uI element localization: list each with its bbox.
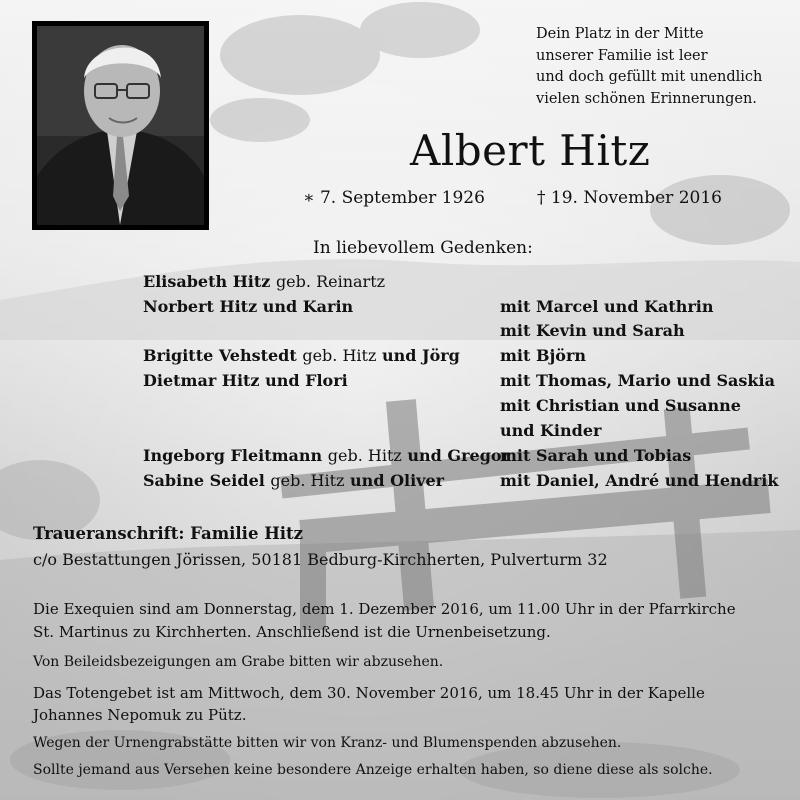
partner-name: und Oliver <box>350 471 445 490</box>
quote-line: unserer Familie ist leer <box>536 47 708 64</box>
partner-name: und Jörg <box>381 346 460 365</box>
address-title: Traueranschrift: Familie Hitz <box>33 524 304 543</box>
exequien-line: Die Exequien sind am Donnerstag, dem 1. Dezember 2016, um 11.00 Uhr in der Pfarrkirche <box>33 600 736 618</box>
mourner-children: mit Marcel und Kathrin <box>500 297 714 316</box>
death-date <box>537 188 722 208</box>
mourner-name: Dietmar Hitz und Flori <box>143 371 348 390</box>
mourner-name <box>143 446 510 465</box>
quote <box>536 24 762 110</box>
prayer-line: Johannes Nepomuk zu Pütz. <box>33 706 247 724</box>
mourner-children: mit Björn <box>500 346 587 365</box>
quote-line: und doch gefüllt mit unendlich <box>536 69 763 85</box>
mourner-name <box>143 272 385 291</box>
maiden-name: geb. Hitz <box>302 346 377 365</box>
mourner-children: mit Kevin und Sarah <box>500 321 685 340</box>
mourner-name-text: Elisabeth Hitz <box>143 272 271 291</box>
maiden-name: geb. Hitz <box>327 446 402 465</box>
maiden-name: geb. Hitz <box>270 471 345 490</box>
portrait-image <box>37 26 204 225</box>
mourner-name-text: Ingeborg Fleitmann <box>143 446 323 465</box>
portrait-photo <box>32 21 209 230</box>
mourner-name-text: Sabine Seidel <box>143 471 265 490</box>
maiden-name: geb. Reinartz <box>275 272 386 291</box>
donation-note: Wegen der Urnengrabstätte bitten wir von Kranz- und Blumenspenden abzusehen. <box>33 735 622 751</box>
partner-name: und Gregor <box>407 446 510 465</box>
remembrance-heading: In liebevollem Gedenken: <box>313 238 533 258</box>
mourner-name <box>143 346 460 365</box>
mourner-children: mit Thomas, Mario und Saskia <box>500 371 775 390</box>
mourner-name: Norbert Hitz und Karin <box>143 297 354 316</box>
mourner-name-text: Brigitte Vehstedt <box>143 346 297 365</box>
exequien-line: St. Martinus zu Kirchherten. Anschließend ist die Urnenbeisetzung. <box>33 623 551 641</box>
death-date-value: 19. November 2016 <box>550 188 722 208</box>
mourner-name <box>143 471 444 490</box>
birth-date <box>303 188 485 208</box>
quote-line: vielen schönen Erinnerungen. <box>536 90 757 107</box>
mourner-children: und Kinder <box>500 421 602 440</box>
quote-line: Dein Platz in der Mitte <box>536 26 704 42</box>
condolence-note: Von Beileidsbezeigungen am Grabe bitten wir abzusehen. <box>33 654 444 670</box>
mourner-children: mit Christian und Susanne <box>500 396 741 415</box>
birth-symbol: ∗ <box>303 188 315 208</box>
mourner-children: mit Sarah und Tobias <box>500 446 692 465</box>
address-line: c/o Bestattungen Jörissen, 50181 Bedburg-Kirchherten, Pulverturm 32 <box>33 550 608 569</box>
birth-date-value: 7. September 1926 <box>319 188 485 208</box>
prayer-line: Das Totengebet ist am Mittwoch, dem 30. November 2016, um 18.45 Uhr in der Kapelle <box>33 684 705 702</box>
deceased-name: Albert Hitz <box>410 126 651 175</box>
cross-symbol: † <box>537 188 546 208</box>
notice-note: Sollte jemand aus Versehen keine besondere Anzeige erhalten haben, so diene diese als solche. <box>33 762 713 778</box>
mourner-children: mit Daniel, André und Hendrik <box>500 471 779 490</box>
